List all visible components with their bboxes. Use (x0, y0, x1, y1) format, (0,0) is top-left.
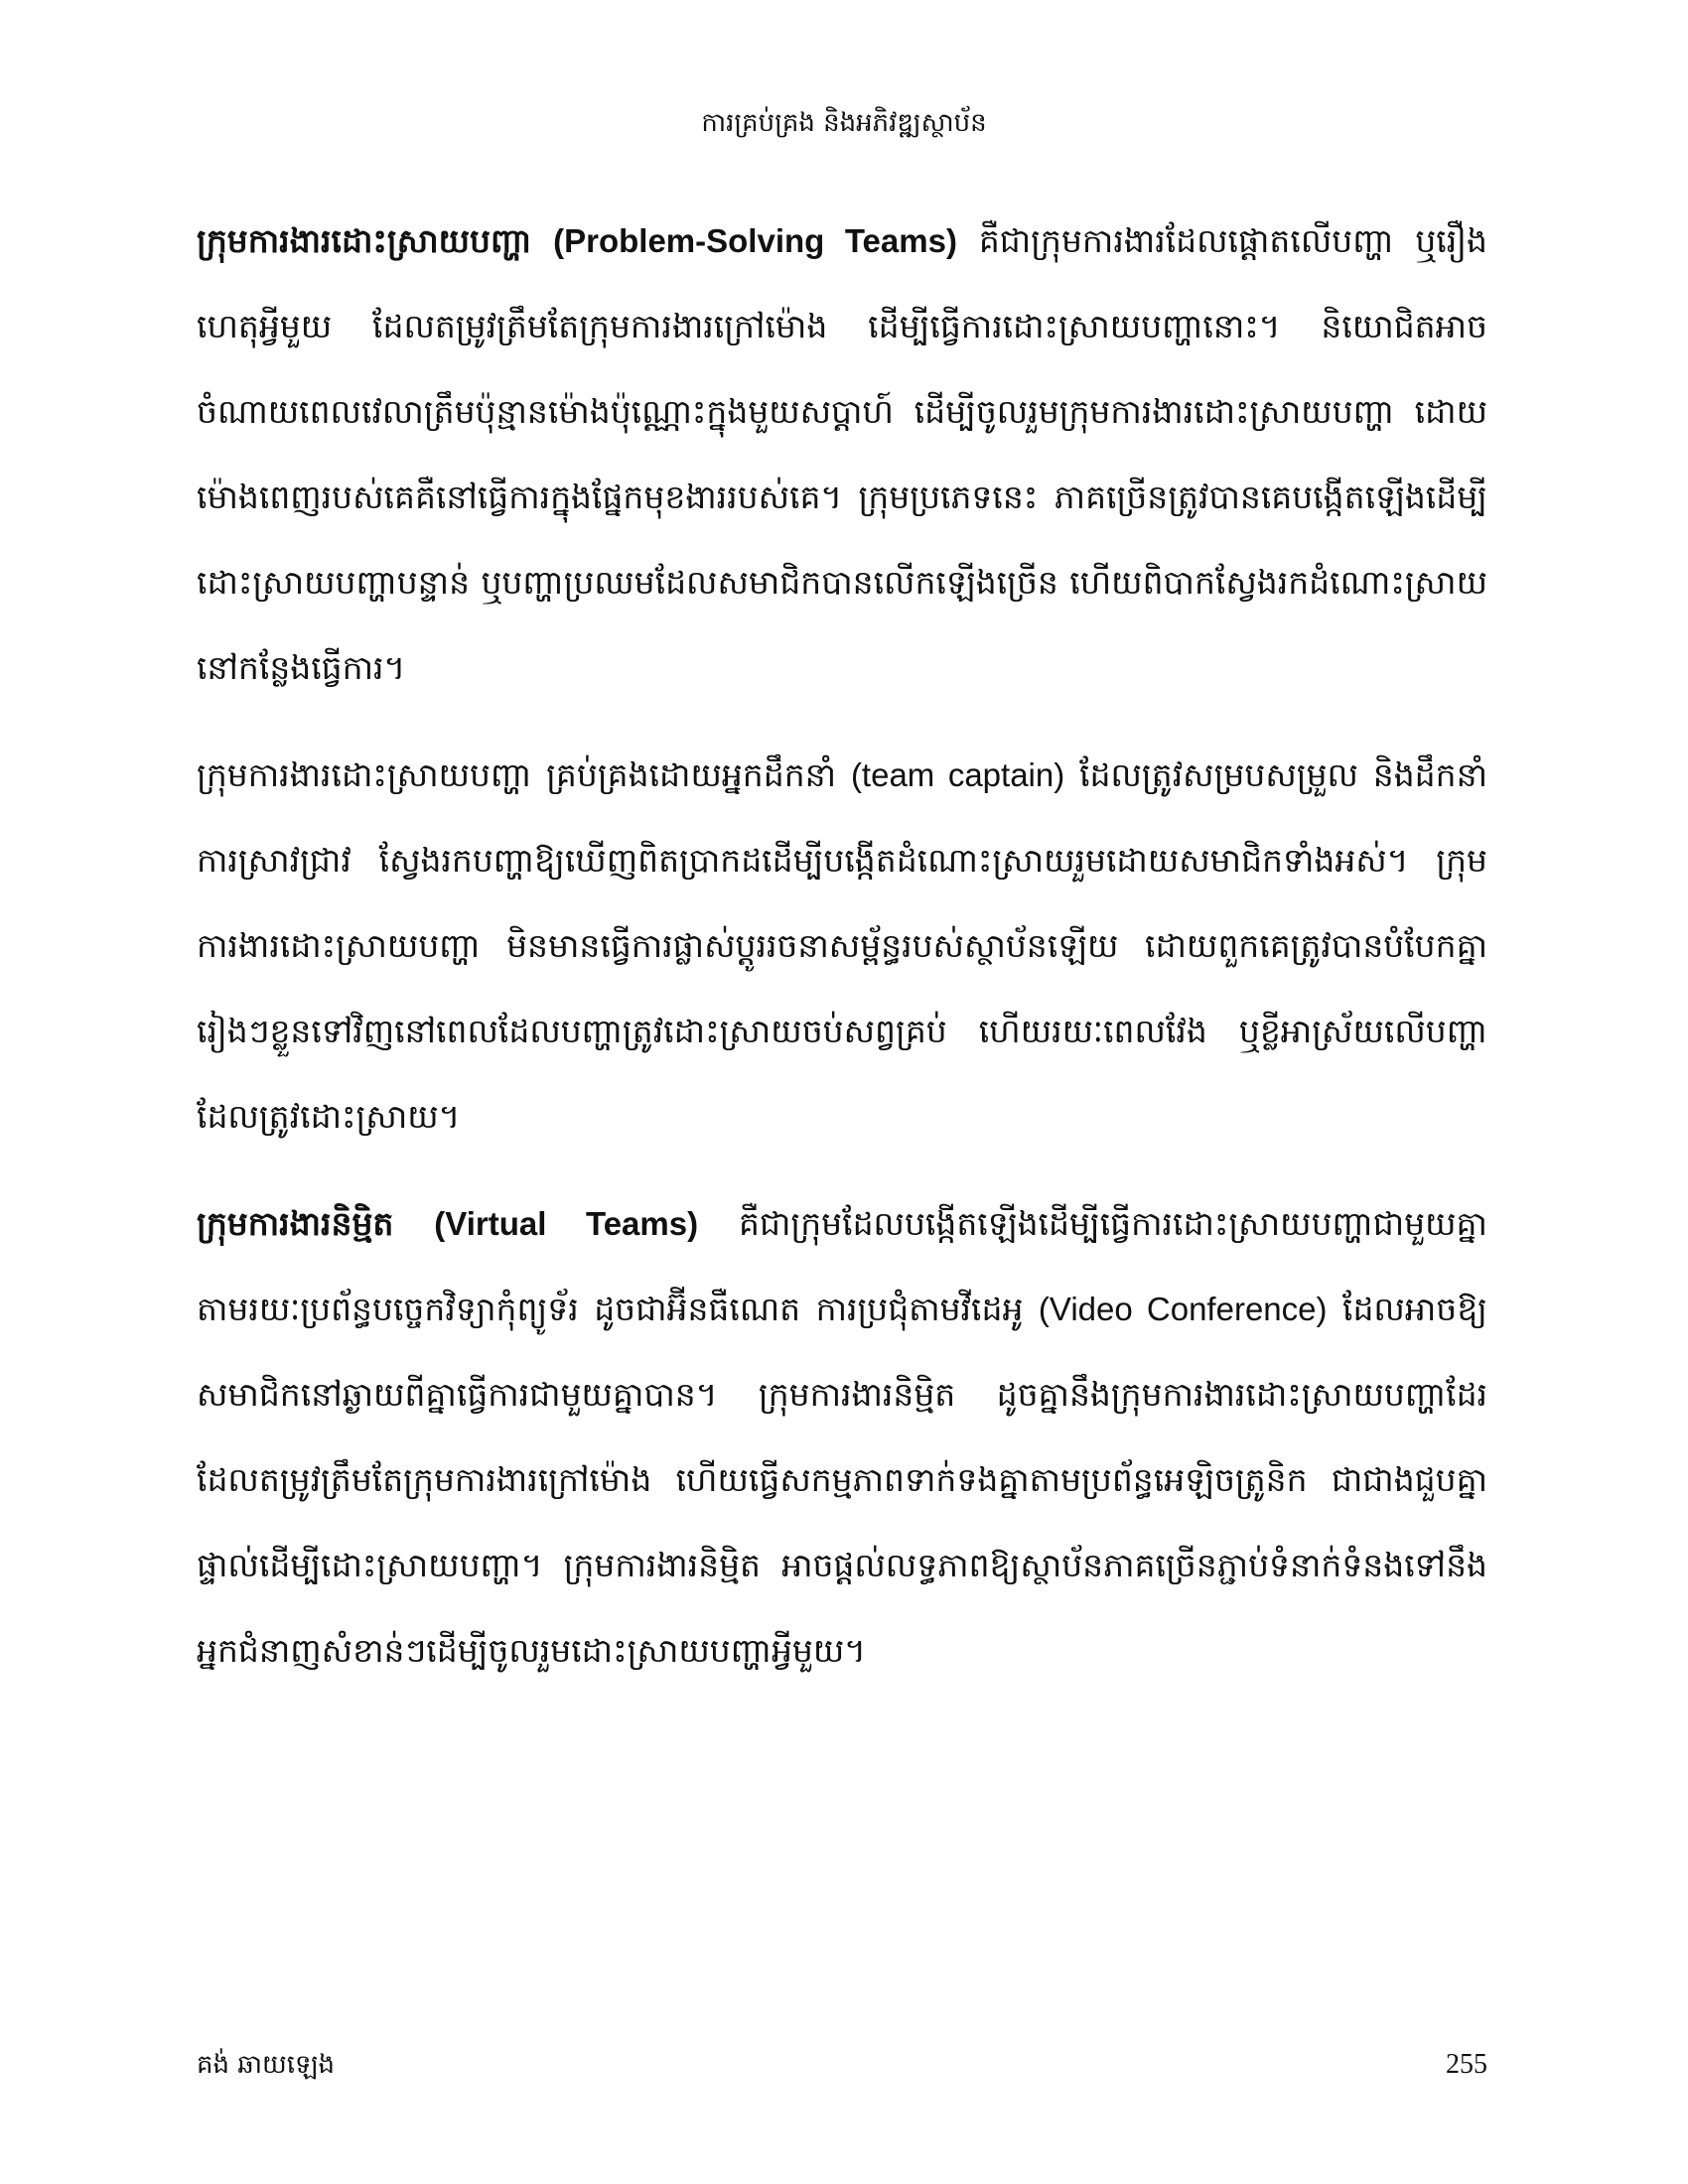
term-virtual-teams-km: ក្រុមការងារនិម្មិត (197, 1204, 394, 1243)
page-footer (197, 2045, 1487, 2085)
paragraph-virtual-teams (197, 1181, 1487, 1694)
paragraph-text: ដែលត្រូវសម្របសម្រួល និងដឹកនាំការស្រាវជ្រាវ ស្វែងរកបញ្ហាឱ្យឃើញពិតប្រាកដដើម្បីបង្កើតដំណោះស្រាយរួមដោយសមាជិកទាំងអស់។ ក្រុមការងារដោះស្រាយបញ្ហា មិនមានធ្វើការផ្លាស់ប្តូររចនាសម្ព័ន្ធរបស់ស្ថាប័នឡើយ ដោយពួកគេត្រូវបានបំបែកគ្នារៀងៗខ្លួនទៅវិញនៅពេលដែលបញ្ហាត្រូវដោះស្រាយចប់សព្វគ្រប់ ហើយរយៈពេលវែង ឬខ្លីអាស្រ័យលើបញ្ហាដែលត្រូវដោះស្រាយ។ (197, 755, 1487, 1136)
running-header: ការគ្រប់គ្រង និងអភិវឌ្ឍស្ថាប័ន (701, 108, 987, 138)
body-text (197, 199, 1487, 1715)
paragraph-problem-solving-teams (197, 199, 1487, 711)
paragraph-text: ក្រុមការងារដោះស្រាយបញ្ហា គ្រប់គ្រងដោយអ្នកដឹកនាំ (197, 755, 837, 794)
term-virtual-teams-en: (Virtual Teams) (434, 1205, 699, 1242)
term-problem-solving-teams-en: (Problem-Solving Teams) (553, 222, 957, 259)
paragraph-team-captain (197, 733, 1487, 1160)
paragraph-text: គឺជាក្រុមការងារដែលផ្តោតលើបញ្ហា ឬរឿងហេតុអ្វីមួយ ដែលតម្រូវត្រឹមតែក្រុមការងារក្រៅម៉ោង ដើម្បីធ្វើការដោះស្រាយបញ្ហានោះ។ និយោជិតអាចចំណាយពេលវេលាត្រឹមប៉ុន្មានម៉ោងប៉ុណ្ណោះក្នុងមួយសប្តាហ៍ ដើម្បីចូលរួមក្រុមការងារដោះស្រាយបញ្ហា ដោយម៉ោងពេញរបស់គេគឺនៅធ្វើការក្នុងផ្នែកមុខងាររបស់គេ។ ក្រុមប្រភេទនេះ ភាគច្រើនត្រូវបានគេបង្កើតឡើងដើម្បីដោះស្រាយបញ្ហាបន្ទាន់ ឬបញ្ហាប្រឈមដែលសមាជិកបានលើកឡើងច្រើន ហើយពិបាកស្វែងរកដំណោះស្រាយនៅកន្លែងធ្វើការ។ (197, 221, 1487, 687)
paragraph-text: គឺជាក្រុមដែលបង្កើតឡើងដើម្បីធ្វើការដោះស្រាយបញ្ហាជាមួយគ្នាតាមរយៈប្រព័ន្ធបច្ចេកវិទ្យាកុំព្យូទ័រ ដូចជាអ៊ីនធឺណេត ការប្រជុំតាមវីដេអូ (197, 1204, 1487, 1328)
page-number: 255 (1446, 2049, 1487, 2080)
inline-english-video-conference: (Video Conference) (1038, 1291, 1328, 1327)
author-name: គង់ ឆាយឡេង (197, 2050, 336, 2080)
inline-english-team-captain: (team captain) (850, 756, 1065, 793)
paragraph-text: ដែលអាចឱ្យសមាជិកនៅឆ្ងាយពីគ្នាធ្វើការជាមួយគ្នាបាន។ ក្រុមការងារនិម្មិត ដូចគ្នានឹងក្រុមការងារដោះស្រាយបញ្ហាដែរ ដែលតម្រូវត្រឹមតែក្រុមការងារក្រៅម៉ោង ហើយធ្វើសកម្មភាពទាក់ទងគ្នាតាមប្រព័ន្ធអេឡិចត្រូនិក ជាជាងជួបគ្នាផ្ទាល់ដើម្បីដោះស្រាយបញ្ហា។ ក្រុមការងារនិម្មិត អាចផ្តល់លទ្ធភាពឱ្យស្ថាប័នភាគច្រើនភ្ជាប់ទំនាក់ទំនងទៅនឹងអ្នកជំនាញសំខាន់ៗដើម្បីចូលរួមដោះស្រាយបញ្ហាអ្វីមួយ។ (197, 1290, 1488, 1670)
term-problem-solving-teams-km: ក្រុមការងារដោះស្រាយបញ្ហា (197, 221, 532, 260)
